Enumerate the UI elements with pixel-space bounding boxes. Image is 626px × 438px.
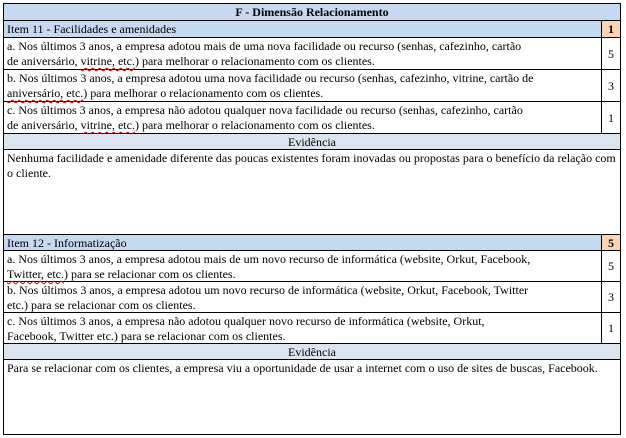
evidence-label: Evidência — [288, 135, 336, 149]
item-11-score — [601, 21, 620, 38]
item-11-option-c-value: 1 — [601, 102, 620, 134]
option-text-line2: de aniversário, vitrine, etc.) para melhorar o relacionamento com os clientes. — [7, 54, 375, 68]
item-12-score — [601, 235, 620, 251]
option-text: b. Nos últimos 3 anos, a empresa adotou um novo recurso de informática (website, Orkut, Facebook, Twitter — [7, 283, 529, 297]
item-12-evidence-text: Para se relacionar com os clientes, a empresa viu a oportunidade de usar a internet com o uso de sites de buscas, Facebook. — [7, 361, 598, 375]
option-text: a. Nos últimos 3 anos, a empresa adotou mais de uma nova facilidade ou recurso (senhas, cafezinho, cartão — [7, 39, 522, 53]
evaluation-table — [3, 3, 621, 435]
option-text-line2: etc.) para se relacionar com os clientes. — [7, 298, 196, 312]
item-12-option-a-value: 5 — [601, 251, 620, 282]
item-12-evidence-header — [4, 344, 620, 360]
item-12-option-c — [4, 313, 601, 344]
item-11-evidence-text: Nenhuma facilidade e amenidade diferente das poucas existentes foram inovadas ou propostas para o benefício da relação com o cliente. — [4, 150, 620, 235]
item-12-option-b-value: 3 — [601, 282, 620, 313]
item-11-score-value: 1 — [608, 22, 614, 36]
item-12-title: Item 12 - Informatização — [7, 236, 127, 250]
item-12-score-value: 5 — [608, 236, 614, 250]
option-text-line2: aniversário, etc.) para melhorar o relacionamento com os clientes. — [7, 86, 324, 100]
option-text-line2: de aniversário, vitrine, etc.) para melhorar o relacionamento com os clientes. — [7, 118, 375, 132]
item-11-option-b — [4, 70, 601, 102]
option-text: b. Nos últimos 3 anos, a empresa adotou uma nova facilidade ou recurso (senhas, cafezinho, vitrine, cartão de — [7, 71, 534, 85]
item-11-title: Item 11 - Facilidades e amenidades — [7, 22, 177, 36]
option-text: c. Nos últimos 3 anos, a empresa não adotou qualquer novo recurso de informática (website, Orkut, — [7, 314, 485, 328]
item-11-option-a — [4, 38, 601, 70]
option-text-line2: Twitter, etc.) para se relacionar com os clientes. — [7, 267, 236, 281]
option-text-line2: Facebook, Twitter etc.) para se relacionar com os clientes. — [7, 329, 286, 343]
section-title: F - Dimensão Relacionamento — [235, 5, 389, 19]
item-11-header — [4, 21, 601, 38]
item-11-option-a-value: 5 — [601, 38, 620, 70]
evidence-label: Evidência — [288, 345, 336, 359]
item-12-option-b — [4, 282, 601, 313]
item-11-option-c — [4, 102, 601, 134]
section-header — [4, 4, 620, 21]
item-12-option-a — [4, 251, 601, 282]
item-11-evidence-header — [4, 134, 620, 150]
item-11-option-b-value: 3 — [601, 70, 620, 102]
option-text: c. Nos últimos 3 anos, a empresa não adotou qualquer nova facilidade ou recurso (senhas, cafezinho, cartão — [7, 103, 523, 117]
item-12-header — [4, 235, 601, 251]
option-text: a. Nos últimos 3 anos, a empresa adotou mais de um novo recurso de informática (website, Orkut, Facebook, — [7, 252, 531, 266]
item-12-option-c-value: 1 — [601, 313, 620, 344]
